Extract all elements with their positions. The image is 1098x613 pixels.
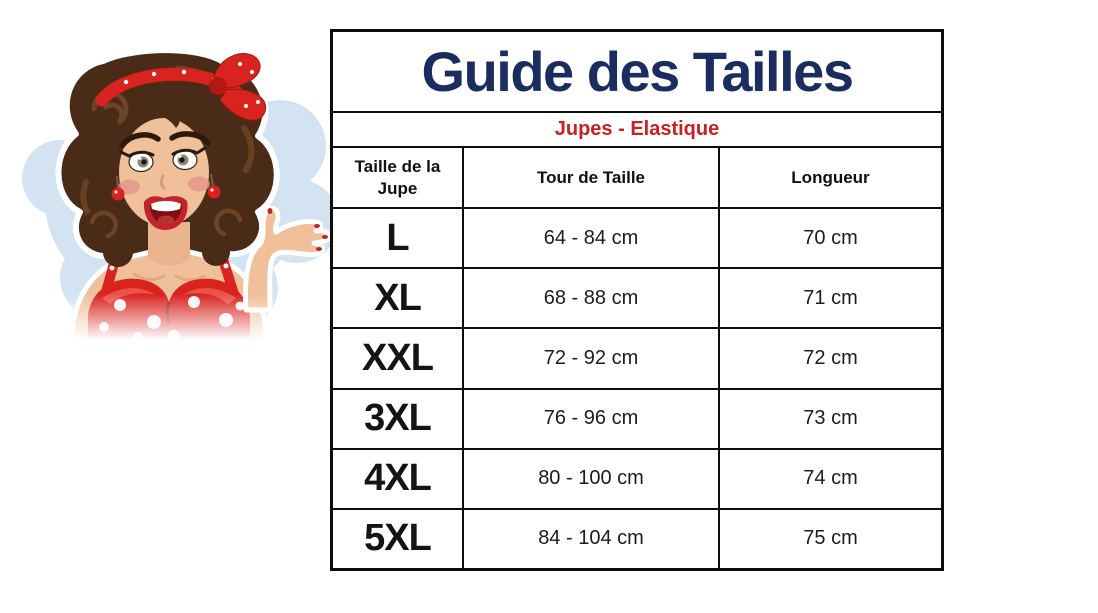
- table-row: [333, 269, 941, 329]
- column-header-size: Taille de la Jupe: [354, 157, 441, 198]
- waist-value: 64 - 84 cm: [462, 209, 718, 267]
- waist-value: 84 - 104 cm: [462, 510, 718, 568]
- size-label: 4XL: [364, 457, 431, 500]
- table-header-row: [333, 148, 941, 209]
- table-title: Guide des Tailles: [333, 32, 941, 113]
- waist-value: 80 - 100 cm: [462, 450, 718, 508]
- size-label: XL: [374, 276, 421, 319]
- pinup-woman-svg: [8, 6, 330, 340]
- waist-value: 76 - 96 cm: [462, 390, 718, 448]
- bottom-fade: [8, 294, 330, 340]
- length-value: 71 cm: [718, 269, 941, 327]
- length-value: 74 cm: [718, 450, 941, 508]
- column-header-length: Longueur: [718, 148, 941, 207]
- table-row: [333, 329, 941, 389]
- table-row: [333, 450, 941, 510]
- length-value: 72 cm: [718, 329, 941, 387]
- table-row: [333, 390, 941, 450]
- size-label: 5XL: [364, 517, 431, 560]
- size-label: L: [386, 216, 409, 259]
- pinup-woman-illustration: [8, 6, 330, 340]
- size-label: 3XL: [364, 397, 431, 440]
- table-row: [333, 209, 941, 269]
- waist-value: 68 - 88 cm: [462, 269, 718, 327]
- length-value: 70 cm: [718, 209, 941, 267]
- size-guide-table: [330, 29, 944, 571]
- table-row: [333, 510, 941, 568]
- column-header-waist: Tour de Taille: [462, 148, 718, 207]
- table-subtitle: Jupes - Elastique: [333, 113, 941, 148]
- size-label: XXL: [362, 336, 433, 379]
- length-value: 73 cm: [718, 390, 941, 448]
- waist-value: 72 - 92 cm: [462, 329, 718, 387]
- length-value: 75 cm: [718, 510, 941, 568]
